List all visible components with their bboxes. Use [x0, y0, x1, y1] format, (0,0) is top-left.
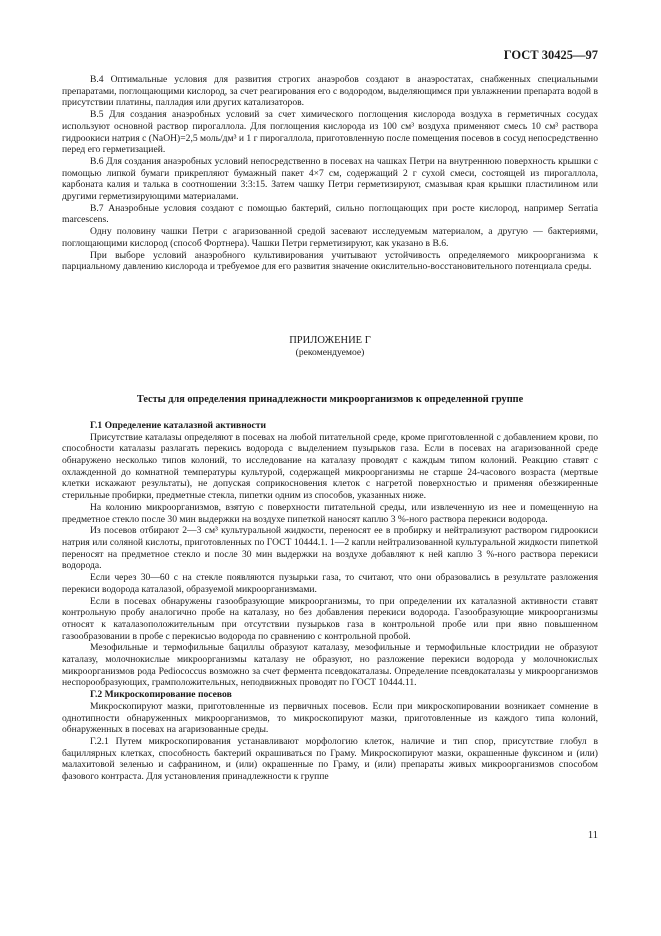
document-header: ГОСТ 30425—97 [503, 48, 598, 62]
paragraph: Мезофильные и термофильные бациллы образуют каталазу, мезофильные и термофильные клостридии не образуют каталазу, молочнокислые микроорганизмы каталазу не образуют, но разложение перекиси водорода у молочнокислых микроорганизмов рода Pediococcus возможно за счет фермента псевдокаталазы. Определение псевдокаталазы у микроорганизмов неспорообразующих, грамположительных, неподвижных проводят по ГОСТ 10444.11. [62, 642, 598, 689]
appendix-note: (рекомендуемое) [295, 346, 365, 358]
paragraph: Из посевов отбирают 2—3 см³ культуральной жидкости, переносят ее в пробирку и нейтрализуют раствором гидроокиси натрия или соляной кислоты, приготовленных по ГОСТ 10444.1. 1—2 капли нейтрализованной культуральной жидкости пипеткой переносят на предметное стекло и после 30 мин выдержки на воздухе добавляют к ней каплю 3 %-ного раствора перекиси водорода. [62, 525, 598, 572]
paragraph: На колонию микроорганизмов, взятую с поверхности питательной среды, или извлеченную из нее и помещенную на предметное стекло после 30 мин выдержки на воздухе пипеткой наносят каплю 3 %-ного раствора перекиси водорода. [62, 501, 598, 525]
paragraph: В.7 Анаэробные условия создают с помощью бактерий, сильно поглощающих при росте кислород, например Serratia marcescens. [62, 202, 598, 226]
section-heading: Г.1 Определение каталазной активности [90, 419, 267, 431]
paragraph: В.4 Оптимальные условия для развития строгих анаэробов создают в анаэростатах, снабженных специальными препаратами, поглощающими кислород, за счет реагирования его с водородом, выделяющимся при увлажнении препарата водой в присутствии платины, палладия или других катализаторов. [62, 74, 598, 109]
paragraph: В.6 Для создания анаэробных условий непосредственно в посевах на чашках Петри на внутреннюю поверхность крышки с помощью липкой бумаги прикрепляют бумажный пакет 4×7 см, содержащий 2 г сухой смеси, состоящей из пирогаллола, карбоната калия и талька в соотношении 3:3:15. Затем чашку Петри герметизируют, смазывая края крышки пластилином или другими герметизирующими материалами. [62, 155, 598, 203]
section-catalase [62, 432, 598, 689]
paragraph: Если в посевах обнаружены газообразующие микроорганизмы, то при определении их каталазной активности ставят контрольную пробу аналогично пробе на каталазу, но без добавления перекиси водорода. Газообразующие микроорганизмы относят к каталазоположительным при отсутствии пузырьков газа в контрольной пробе или при явно повышенном газообразовании в пробе с перекисью водорода по сравнению с контрольной пробой. [62, 595, 598, 642]
section-microscopy [62, 701, 598, 783]
paragraph: При выборе условий анаэробного культивирования учитывают устойчивость определяемого микроорганизма к парциальному давлению кислорода и требуемое для его развития значение окислительно-восстановительного потенциала среды. [62, 249, 598, 273]
paragraph: Если через 30—60 с на стекле появляются пузырьки газа, то считают, что они образовались в результате разложения перекиси водорода каталазой, образуемой микроорганизмами. [62, 572, 598, 595]
main-title: Тесты для определения принадлежности микроорганизмов к определенной группе [136, 393, 524, 405]
paragraph: Одну половину чашки Петри с агаризованной средой засевают исследуемым материалом, а другую — бактериями, поглощающими кислород (способ Фортнера). Чашки Петри герметизируют, как указано в В.6. [62, 226, 598, 249]
paragraph: Присутствие каталазы определяют в посевах на любой питательной среде, кроме приготовленной с добавлением крови, по способности каталазы разлагать перекись водорода с выделением пузырьков газа. Если в посевах на агаризованной среде обнаружено несколько типов колоний, то исследование на каталазу проводят с каждым типом колоний. Реакцию ставят с охлажденной до комнатной температуры культурой, содержащей микроорганизмы не старше 24-часового возраста (мертвые клетки искажают результаты), не допуская соприкосновения клеток с нагретой поверхностью и применяя обезжиренные стерильные пробирки, предметные стекла, пипетки одним из способов, указанных ниже. [62, 431, 598, 502]
appendix-title: ПРИЛОЖЕНИЕ Г [289, 334, 371, 346]
document-page [62, 48, 598, 783]
paragraph: В.5 Для создания анаэробных условий за счет химического поглощения кислорода воздуха в герметичных сосудах используют основной раствор пирогаллола. Для поглощения кислорода из 100 см³ воздуха применяют смесь 10 см³ раствора гидроокиси натрия c (NaOH)=2,5 моль/дм³ и 1 г пирогаллола, приготовленную после помещения посевов в сосуд непосредственно перед его герметизацией. [62, 109, 598, 156]
section-heading: Г.2 Микроскопирование посевов [90, 689, 232, 701]
paragraph: Микроскопируют мазки, приготовленные из первичных посевов. Если при микроскопировании возникает сомнение в однотипности обнаруженных микроорганизмов, то микроскопируют мазки, приготовленные из каждого типа колоний, обнаруженных в посевах на агаризованные среды. [62, 700, 598, 736]
appendix-b-tail [62, 74, 598, 273]
paragraph: Г.2.1 Путем микроскопирования устанавливают морфологию клеток, наличие и тип спор, присутствие глобул в бациллярных клетках, способность бактерий окрашиваться по Граму. Микроскопируют мазки, окрашенные фуксином и (или) малахитовой зеленью и сафранином, и (или) окрашенные по Граму, и (или) препараты живых микроорганизмов способом фазового контраста. Для установления принадлежности к группе [62, 735, 598, 783]
page-number: 11 [587, 830, 598, 841]
